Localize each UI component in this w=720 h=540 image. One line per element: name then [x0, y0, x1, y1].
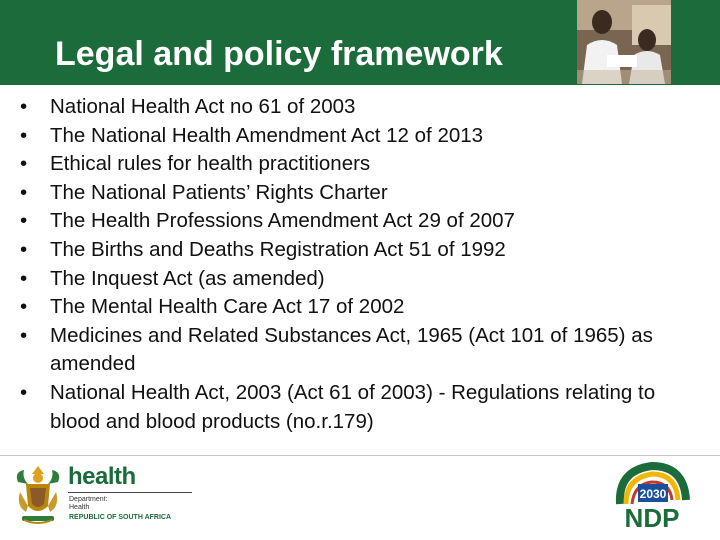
- list-item-text: National Health Act, 2003 (Act 61 of 2003) - Regulations relating to blood and blood products (no.r.179): [50, 380, 656, 433]
- list-item-text: The National Health Amendment Act 12 of 2013: [50, 123, 484, 147]
- list-item-text: National Health Act no 61 of 2003: [50, 95, 356, 118]
- health-logo-department: [69, 496, 108, 512]
- department-label: Department:: [69, 496, 108, 503]
- health-logo-word: health: [68, 463, 136, 490]
- ndp-logo: [612, 460, 692, 530]
- list-item: [20, 236, 680, 265]
- health-logo-rule: [68, 492, 192, 493]
- list-item: [20, 93, 680, 122]
- list-item-text: The Health Professions Amendment Act 29 of 2007: [50, 209, 515, 233]
- bullet-marker: •: [20, 209, 28, 233]
- bullet-marker: •: [20, 152, 28, 176]
- list-item-text: Ethical rules for health practitioners: [50, 152, 371, 176]
- list-item: [20, 179, 680, 208]
- bullet-marker: •: [20, 380, 28, 404]
- list-item: [20, 265, 680, 294]
- bullet-marker: •: [20, 180, 28, 204]
- list-item: [20, 150, 680, 179]
- list-item: [20, 322, 680, 379]
- list-item-text: The Births and Deaths Registration Act 51 of 1992: [50, 237, 506, 261]
- bullet-marker: •: [20, 95, 28, 118]
- bullet-marker: •: [20, 323, 28, 347]
- footer-divider: [0, 455, 720, 456]
- list-item-text: The Inquest Act (as amended): [50, 266, 325, 290]
- bullet-marker: •: [20, 295, 28, 319]
- list-item: [20, 379, 680, 436]
- bullet-list: [20, 93, 680, 436]
- list-item-text: The National Patients’ Rights Charter: [50, 180, 388, 204]
- bullet-marker: •: [20, 237, 28, 261]
- list-item: [20, 122, 680, 151]
- ndp-logo-year: 2030: [639, 487, 667, 501]
- list-item: [20, 293, 680, 322]
- department-name: Health: [69, 504, 90, 511]
- ndp-logo-letters: NDP: [624, 503, 680, 530]
- list-item: [20, 207, 680, 236]
- header-photo: [577, 0, 671, 84]
- bullet-marker: •: [20, 266, 28, 290]
- list-item-text: The Mental Health Care Act 17 of 2002: [50, 295, 405, 319]
- list-item-text: Medicines and Related Substances Act, 1965 (Act 101 of 1965) as amended: [50, 323, 653, 376]
- bullet-marker: •: [20, 123, 28, 147]
- health-logo-country: REPUBLIC OF SOUTH AFRICA: [69, 514, 172, 521]
- slide-title: Legal and policy framework: [55, 35, 503, 73]
